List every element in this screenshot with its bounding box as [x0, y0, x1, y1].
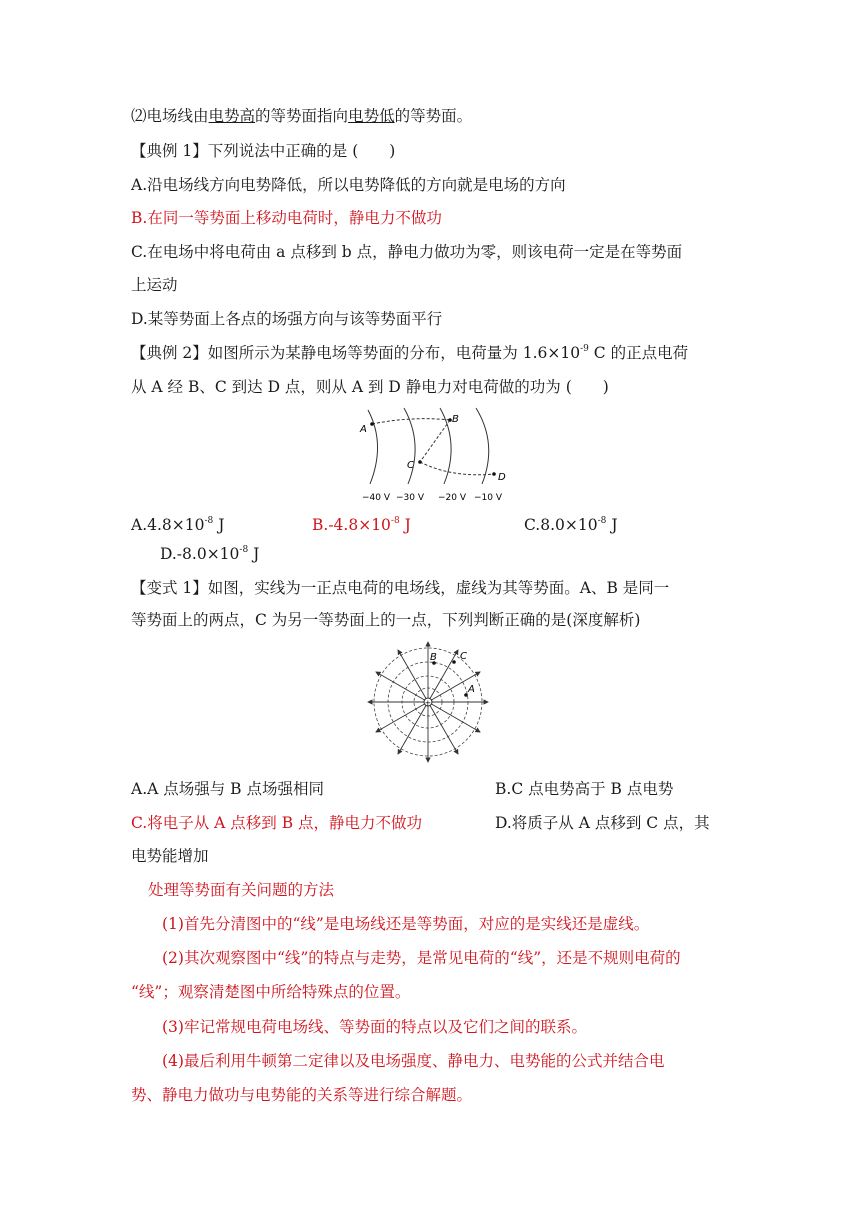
example-2-line2: 从 A 经 B、C 到达 D 点，则从 A 到 D 静电力对电荷做的功为 ( ) [131, 378, 609, 396]
method-step-3: (3)牢记常规电荷电场线、等势面的特点以及它们之间的联系。 [162, 1018, 587, 1036]
point-a-label: A [468, 684, 475, 695]
point-d-label: D [498, 472, 506, 483]
variant-1-line1: 【变式 1】如图，实线为一正点电荷的电场线，虚线为其等势面。A、B 是同一 [131, 579, 670, 597]
method-step-4-line2: 势、静电力做功与电势能的关系等进行综合解题。 [131, 1086, 473, 1104]
equipotential-figure [352, 404, 512, 504]
potential-label-minus10: −10 V [474, 493, 503, 503]
example-1-option-a: A.沿电场线方向电势降低，所以电势降低的方向就是电场的方向 [131, 176, 566, 194]
example-1-title: 【典例 1】下列说法中正确的是 ( ) [131, 142, 396, 160]
point-c-dot [418, 460, 422, 464]
point-2: ⑵电场线由电势高的等势面指向电势低的等势面。 [131, 107, 473, 125]
point-2-number: ⑵ [131, 107, 147, 125]
example-1-option-c-line1: C.在电场中将电荷由 a 点移到 b 点，静电力做功为零，则该电荷一定是在等势面 [131, 243, 683, 261]
path-b-to-c [420, 420, 450, 462]
method-step-2-line1: (2)其次观察图中“线”的特点与走势，是常见电荷的“线”，还是不规则电荷的 [162, 949, 681, 967]
point-b-label: B [430, 652, 437, 663]
potential-label-minus30: −30 V [396, 493, 425, 503]
equipotential-line-minus40 [368, 410, 378, 484]
example-1-option-c-line2: 上运动 [131, 276, 178, 294]
point-charge-field-figure [366, 640, 490, 764]
method-title: 处理等势面有关问题的方法 [148, 881, 335, 899]
example-2-option-b: $B.-4.8\times 10^{-8}$ J [312, 516, 411, 534]
potential-label-minus40: −40 V [362, 493, 391, 503]
potential-label-minus20: −20 V [438, 493, 467, 503]
point-a-label: A [360, 424, 367, 435]
point-c-label: C [460, 651, 467, 662]
point-d-dot [492, 472, 496, 476]
example-2-option-d: $D.-8.0\times 10^{-8}$ J [160, 545, 260, 563]
variant-1-option-d-line2: 电势能增加 [131, 847, 209, 865]
variant-1-option-a: A.A 点场强与 B 点场强相同 [131, 780, 324, 798]
example-2-line1: 【典例 2】如图所示为某静电场等势面的分布，电荷量为 $1.6\times 10^{-9}$ C 的正点电荷 [131, 344, 689, 362]
variant-1-option-b: B.C 点电势高于 B 点电势 [495, 780, 674, 798]
point-c-label: C [407, 460, 414, 471]
path-c-to-d [420, 462, 494, 475]
example-1-option-b: B.在同一等势面上移动电荷时，静电力不做功 [131, 209, 442, 227]
underlined-low-potential: 电势低 [348, 107, 395, 125]
method-step-1: (1)首先分清图中的“线”是电场线还是等势面，对应的是实线还是虚线。 [162, 915, 650, 933]
point-b-label: B [452, 414, 459, 425]
underlined-high-potential: 电势高 [208, 107, 256, 125]
example-2-option-c: $C.8.0\times 10^{-8}$ J [524, 516, 618, 534]
equipotential-line-minus10 [476, 408, 489, 484]
point-a-dot [370, 422, 374, 426]
variant-1-option-d-line1: D.将质子从 A 点移到 C 点，其 [495, 814, 710, 832]
example-1-option-d: D.某等势面上各点的场强方向与该等势面平行 [131, 310, 443, 328]
svg-text:+: + [424, 698, 432, 708]
method-step-4-line1: (4)最后利用牛顿第二定律以及电场强度、静电力、电势能的公式并结合电 [162, 1052, 665, 1070]
variant-1-option-c: C.将电子从 A 点移到 B 点，静电力不做功 [131, 814, 423, 832]
example-2-option-a: $A.4.8\times 10^{-8}$ J [131, 516, 225, 534]
variant-1-line2: 等势面上的两点，C 为另一等势面上的一点，下列判断正确的是(深度解析) [131, 611, 641, 629]
method-step-2-line2: “线”；观察清楚图中所给特殊点的位置。 [131, 983, 411, 1001]
point-c-dot [452, 660, 456, 664]
